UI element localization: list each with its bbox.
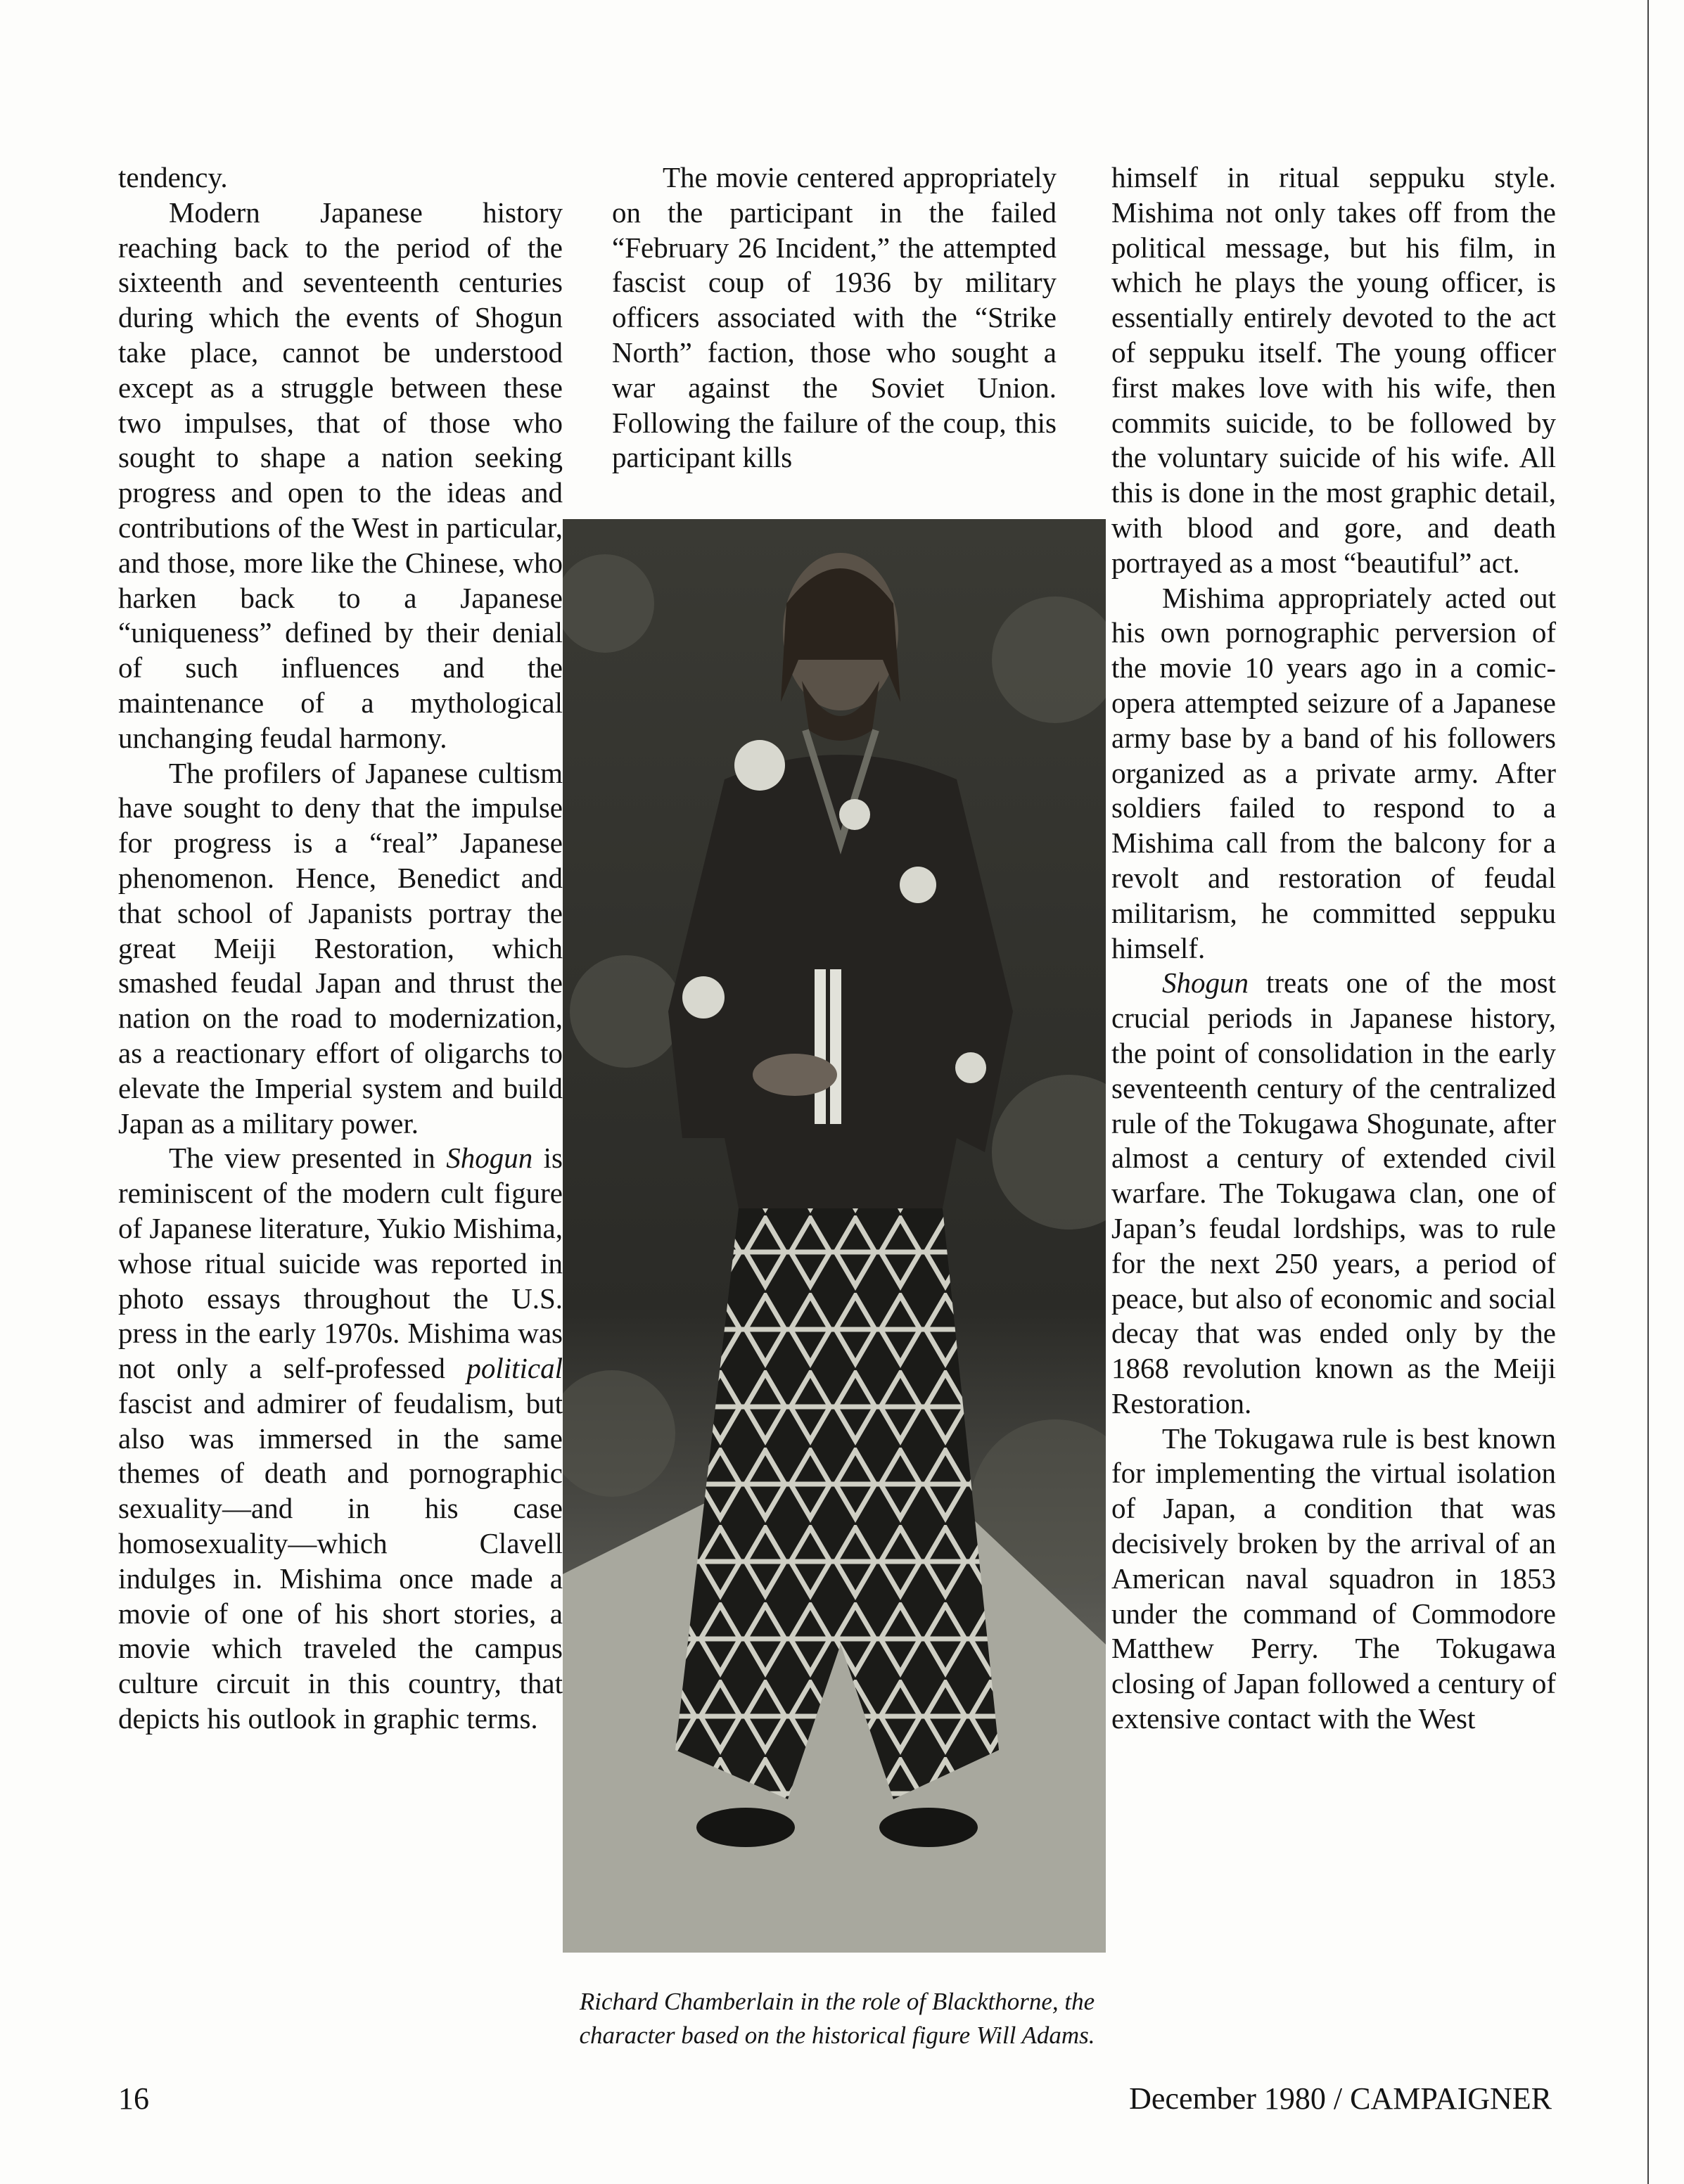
paragraph: The movie centered appropriately on the participant in the failed “February 26 Incident,” the attempted fascist coup of 1936 by military officers associated with the “Strike North” faction, those who sought a war against the Soviet Union. Following the failure of the coup, this participant kills (612, 161, 1057, 474)
text-column-2 (612, 160, 1057, 475)
paragraph: Mishima appropriately acted out his own pornographic perversion of the movie 10 years ago in a comic-opera attempted seizure of a Japanese army base by a band of his followers organized as a private army. After soldiers failed to respond to a Mishima call from the balcony for a revolt and restoration of feudal militarism, he committed seppuku himself. (1111, 581, 1556, 964)
paragraph: tendency. (118, 161, 228, 193)
page-number: 16 (118, 2081, 149, 2116)
photo-caption (563, 1985, 1111, 2052)
text-column-1 (118, 160, 563, 1737)
paragraph: Modern Japanese history reaching back to the period of the sixteenth and seventeenth centuries during which the events of Shogun take place, cannot be understood except as a struggle between these two impulses, that of those who sought to shape a nation seeking progress and open to the ideas and contributions of the West in particular, and those, more like the Chinese, who harken back to a Japanese “uniqueness” defined by their denial of such influences and the maintenance of a mythological unchanging feudal harmony. (118, 196, 563, 754)
text-column-3 (1111, 160, 1556, 1737)
paragraph: himself in ritual seppuku style. Mishima not only takes off from the political message, but his film, in which he plays the young officer, is essentially entirely devoted to the act of seppuku itself. The young officer first makes love with his wife, then commits suicide, to be followed by the voluntary suicide of his wife. All this is done in the most graphic detail, with blood and gore, and death portrayed as a most “beautiful” act. (1111, 161, 1556, 579)
paragraph: The Tokugawa rule is best known for implementing the virtual isolation of Japan, a condition that was decisively broken by the arrival of an American naval squadron in 1853 under the command of Commodore Matthew Perry. The Tokugawa closing of Japan followed a century of extensive contact with the West (1111, 1422, 1556, 1735)
paragraph: The view presented in Shogun is reminiscent of the modern cult figure of Japanese literature, Yukio Mishima, whose ritual suicide was reported in photo essays throughout the U.S. press in the early 1970s. Mishima was not only a self-professed political fascist and admirer of feudalism, but also was immersed in the same themes of death and pornographic sexuality—and in his case homosexuality—which Clavell indulges in. Mishima once made a movie of one of his short stories, a movie which traveled the campus culture circuit in this country, that depicts his outlook in graphic terms. (118, 1142, 563, 1735)
page-edge-rule (1647, 0, 1649, 2184)
running-footer: December 1980 / CAMPAIGNER (1129, 2081, 1552, 2116)
paragraph: The profilers of Japanese cultism have sought to deny that the impulse for progress is a “real” Japanese phenomenon. Hence, Benedict and that school of Japanists portray the great Meiji Restoration, which smashed feudal Japan and thrust the nation on the road to modernization, as a reactionary effort of oligarchs to elevate the Imperial system and build Japan as a military power. (118, 756, 563, 1139)
paragraph: Shogun treats one of the most crucial periods in Japanese history, the point of consolidation in the early seventeenth century of the centralized rule of the Tokugawa Shogunate, after almost a century of extended civil warfare. The Tokugawa clan, one of Japan’s feudal lordships, was to rule for the next 250 years, a period of peace, but also of economic and social decay that was ended only by the 1868 revolution known as the Meiji Restoration. (1111, 966, 1556, 1419)
photograph-chamberlain (563, 519, 1106, 1953)
caption-line-1: Richard Chamberlain in the role of Blackthorne, the (579, 1988, 1095, 2015)
caption-line-2: character based on the historical figure Will Adams. (579, 2022, 1095, 2049)
photo-illustration (563, 519, 1106, 1953)
